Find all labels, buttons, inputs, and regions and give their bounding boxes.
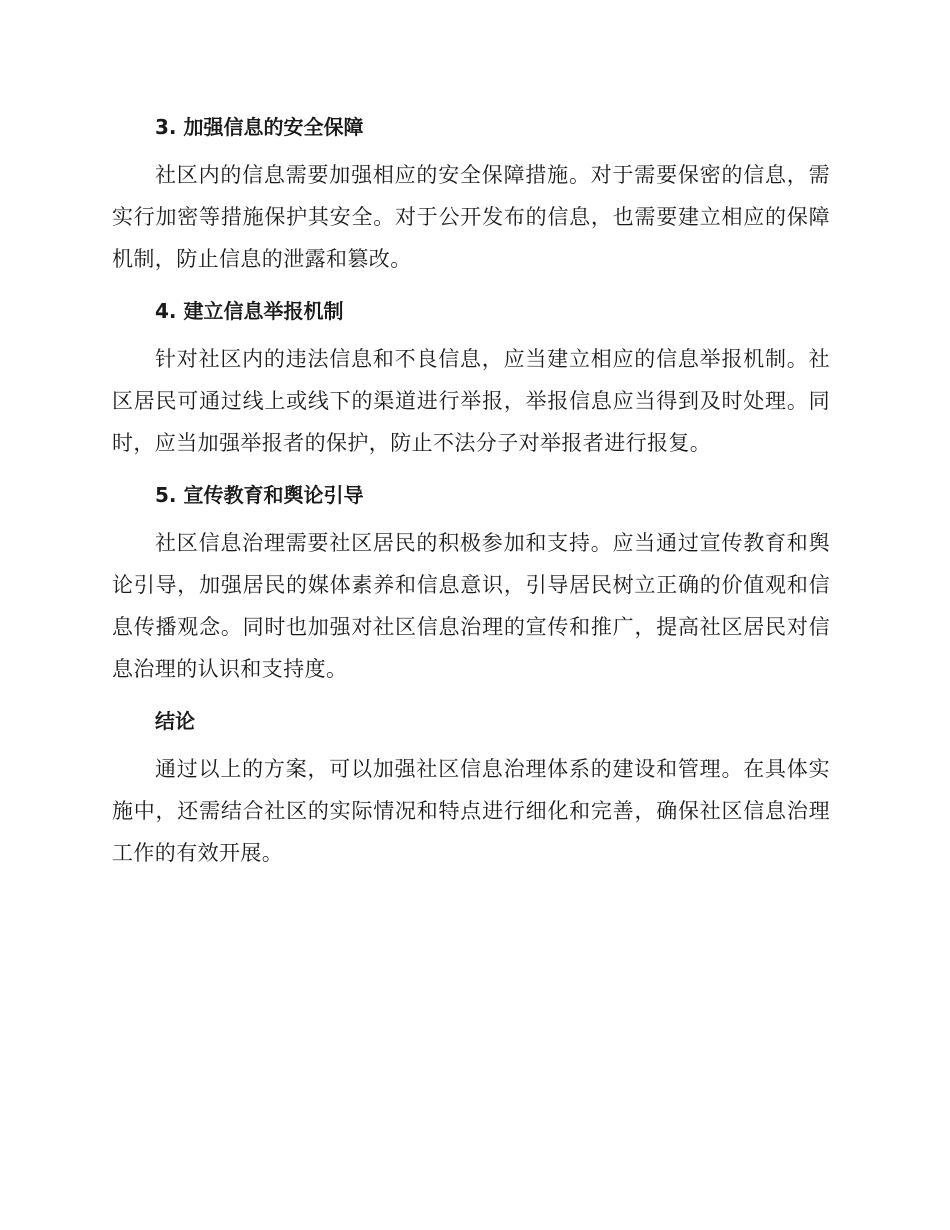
section-paragraph-conclusion: 通过以上的方案，可以加强社区信息治理体系的建设和管理。在具体实施中，还需结合社区的实际情况和特点进行细化和完善，确保社区信息治理工作的有效开展。 xyxy=(112,757,830,865)
section-paragraph-publicity: 社区信息治理需要社区居民的积极参加和支持。应当通过宣传教育和舆论引导，加强居民的媒体素养和信息意识，引导居民树立正确的价值观和信息传播观念。同时也加强对社区信息治理的宣传和推广，提高社区居民对信息治理的认识和支持度。 xyxy=(112,531,830,681)
section-paragraph-reporting: 针对社区内的违法信息和不良信息，应当建立相应的信息举报机制。社区居民可通过线上或线下的渠道进行举报，举报信息应当得到及时处理。同时，应当加强举报者的保护，防止不法分子对举报者进行报复。 xyxy=(112,347,830,455)
section-heading-conclusion: 结论 xyxy=(155,709,195,733)
section-heading-security: 3. 加强信息的安全保障 xyxy=(155,115,364,139)
section-paragraph-security: 社区内的信息需要加强相应的安全保障措施。对于需要保密的信息，需实行加密等措施保护其安全。对于公开发布的信息，也需要建立相应的保障机制，防止信息的泄露和篡改。 xyxy=(112,163,830,271)
section-heading-publicity: 5. 宣传教育和舆论引导 xyxy=(155,483,364,507)
document-body xyxy=(112,112,830,874)
section-heading-reporting: 4. 建立信息举报机制 xyxy=(155,299,344,323)
